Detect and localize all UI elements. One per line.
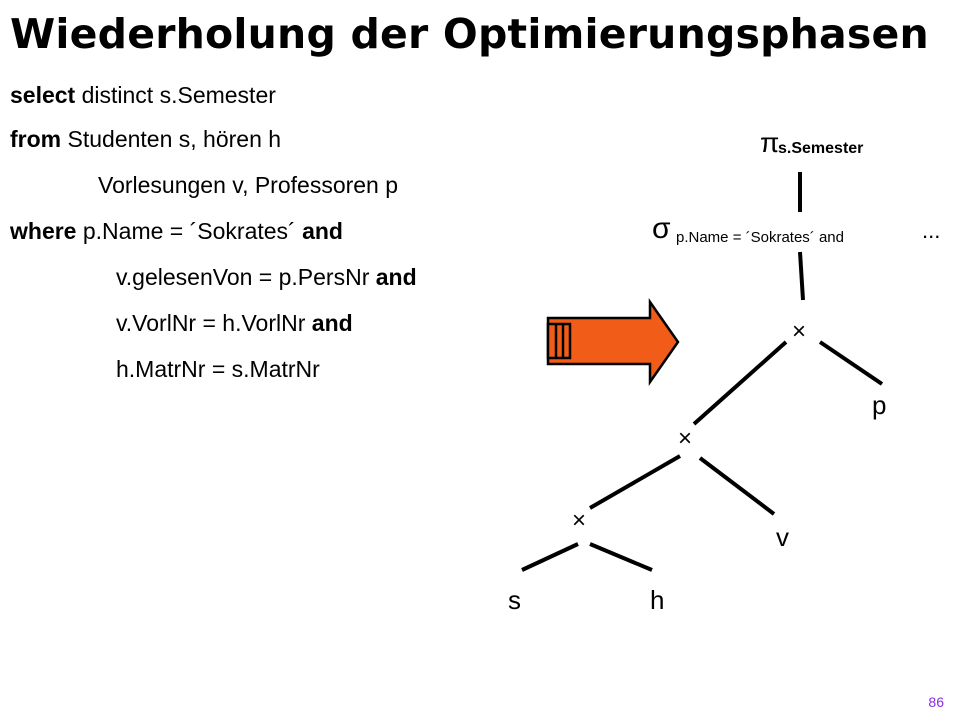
edge-cross1-p (820, 342, 882, 384)
sql-text: distinct s.Semester (75, 82, 276, 108)
sql-text: h.MatrNr = s.MatrNr (116, 356, 320, 382)
keyword-and: and (311, 310, 353, 336)
selection-symbol: σ (652, 212, 671, 245)
slide-title: Wiederholung der Optimierungsphasen (10, 10, 929, 58)
cross-product-1: × (792, 318, 807, 345)
page-number: 86 (928, 694, 944, 710)
keyword-where: where (10, 218, 77, 244)
edge-cross2-cross3 (590, 456, 680, 508)
leaf-h: h (650, 585, 665, 615)
keyword-from: from (10, 126, 62, 152)
edge-cross3-h (590, 544, 652, 570)
sql-text: p.Name = ´Sokrates´ (76, 218, 303, 244)
leaf-v: v (776, 522, 789, 552)
sql-text: v.gelesenVon = p.PersNr (116, 264, 376, 290)
sql-text: Studenten s, hören h (61, 126, 282, 152)
cross-product-2: × (678, 425, 693, 452)
sql-text: Vorlesungen v, Professoren p (98, 172, 399, 198)
edge-selection-cross1 (800, 252, 803, 300)
keyword-select: select (10, 82, 76, 108)
projection-symbol: π (760, 127, 780, 158)
leaf-s: s (508, 585, 521, 615)
selection-condition: p.Name = ´Sokrates´ and (676, 229, 844, 246)
cross-product-3: × (572, 507, 587, 534)
edge-cross2-v (700, 458, 774, 514)
projection-attribute: s.Semester (778, 140, 864, 157)
sql-text: v.VorlNr = h.VorlNr (116, 310, 312, 336)
leaf-p: p (872, 390, 887, 420)
selection-ellipsis: ... (922, 218, 941, 243)
transform-arrow-icon (548, 302, 678, 382)
edge-cross1-cross2 (694, 342, 786, 424)
edge-cross3-s (522, 544, 578, 570)
keyword-and: and (302, 218, 343, 244)
keyword-and: and (375, 264, 417, 290)
